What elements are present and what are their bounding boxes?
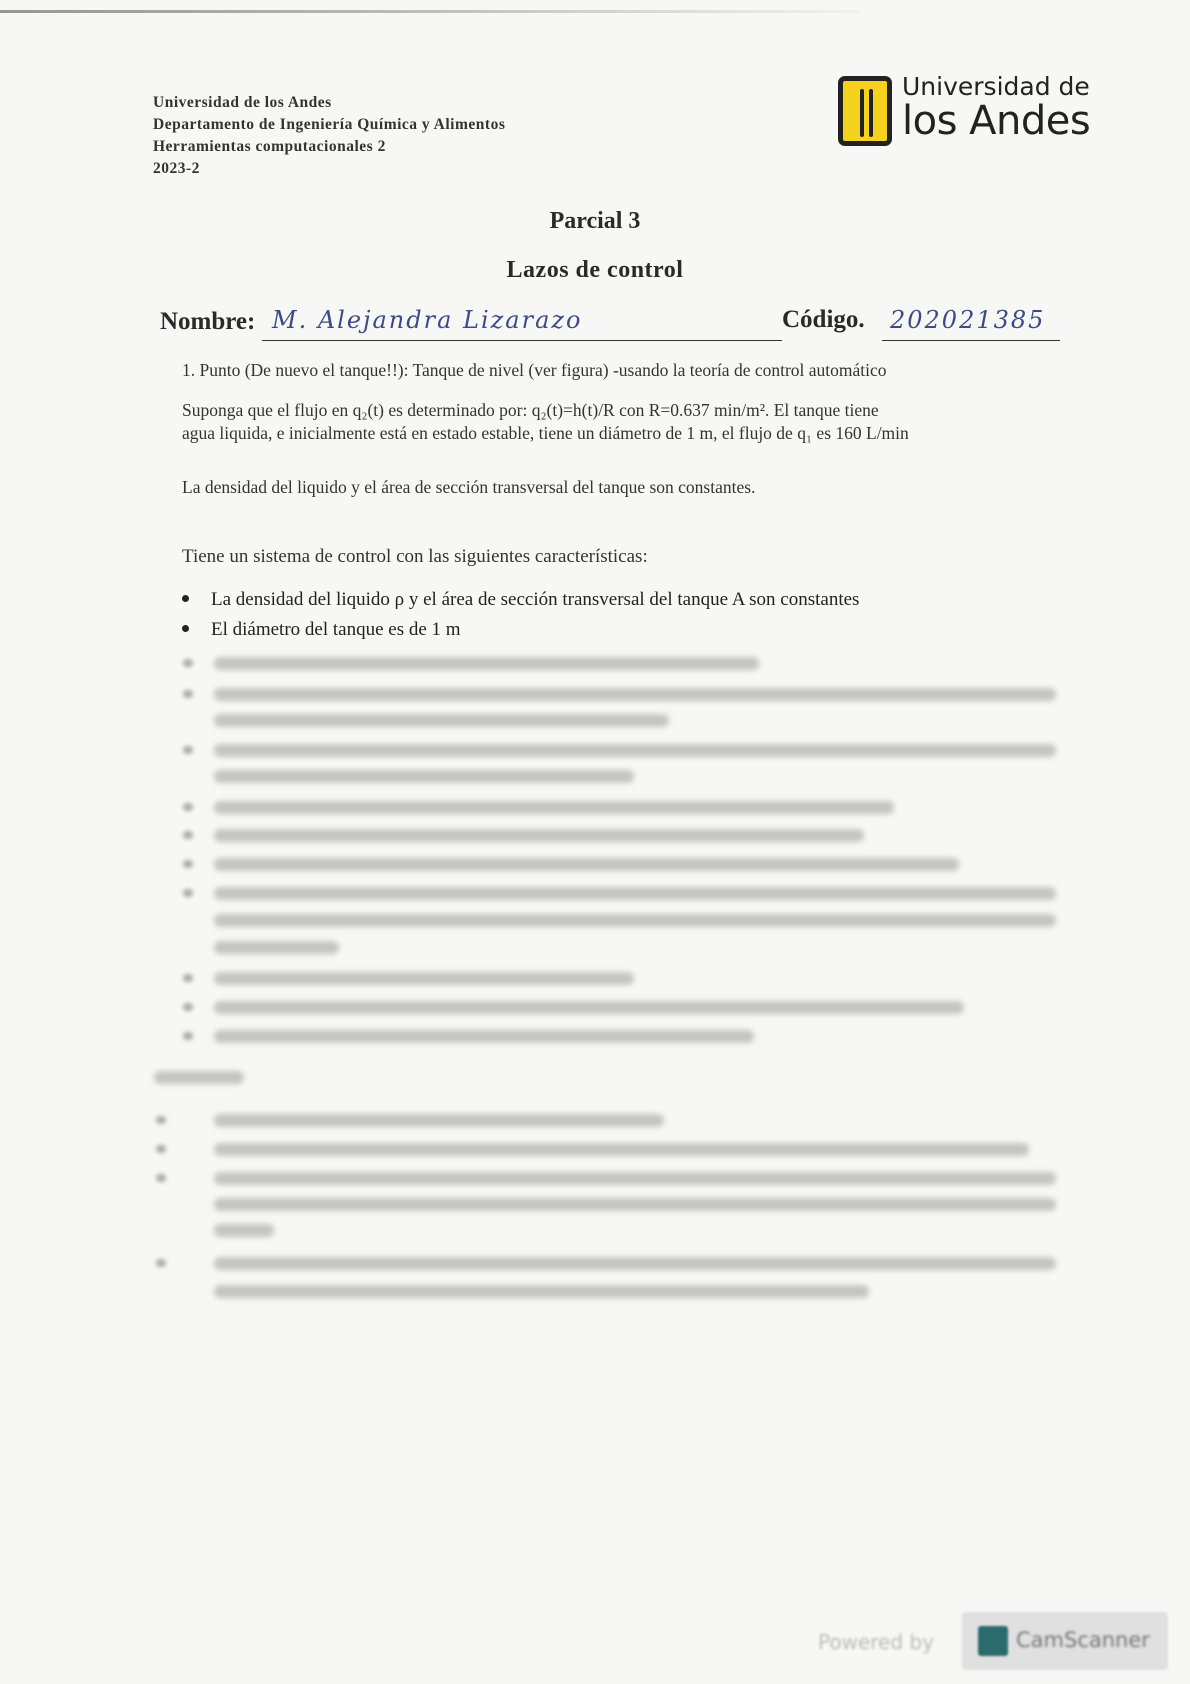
scanner-logo-icon (978, 1626, 1008, 1656)
bullet-item (182, 619, 461, 641)
bullet-item (182, 589, 859, 611)
code-underline (882, 340, 1060, 341)
scan-edge-line (0, 10, 860, 13)
logo-mark-icon (838, 76, 892, 146)
logo-text-line2: los Andes (902, 98, 1091, 144)
paragraph-3: Tiene un sistema de control con las siguientes características: (182, 546, 648, 567)
bullet-text: La densidad del liquido ρ y el área de sección transversal del tanque A son constantes (211, 589, 860, 610)
header-line-term: 2023-2 (153, 160, 200, 177)
name-field-value: M. Alejandra Lizarazo (272, 306, 583, 334)
bullet-icon (182, 595, 189, 602)
name-label: Nombre: (160, 308, 256, 335)
problem-heading: 1. Punto (De nuevo el tanque!!): Tanque de nivel (ver figura) -usando la teoría de control automático (182, 360, 887, 380)
paragraph-2: La densidad del liquido y el área de sección transversal del tanque son constantes. (182, 477, 756, 497)
exam-subtitle: Lazos de control (506, 257, 684, 283)
bullet-text: El diámetro del tanque es de 1 m (211, 619, 461, 640)
header-line-department: Departamento de Ingeniería Química y Alimentos (153, 116, 506, 133)
logo-text-line1: Universidad de (902, 72, 1090, 101)
institution-header (153, 92, 505, 180)
header-line-course: Herramientas computacionales 2 (153, 138, 386, 155)
student-info-row (160, 306, 1060, 342)
paragraph-1-line-2: agua liquida, e inicialmente está en estado estable, tiene un diámetro de 1 m, el flujo de q₁ es 160 L/min (182, 423, 909, 443)
paragraph-1-line-1: Suponga que el flujo en q₂(t) es determinado por: q₂(t)=h(t)/R con R=0.637 min/m². El tanque tiene (182, 400, 879, 420)
name-underline (262, 340, 782, 341)
header-line-university: Universidad de los Andes (153, 94, 332, 111)
exam-title: Parcial 3 (549, 208, 641, 234)
code-label: Código. (782, 306, 865, 333)
code-field-value: 202021385 (890, 306, 1046, 334)
university-logo (838, 72, 1091, 148)
scanner-brand-text: CamScanner (1016, 1628, 1150, 1652)
powered-by-text: Powered by (818, 1630, 934, 1654)
bullet-icon (182, 625, 189, 632)
